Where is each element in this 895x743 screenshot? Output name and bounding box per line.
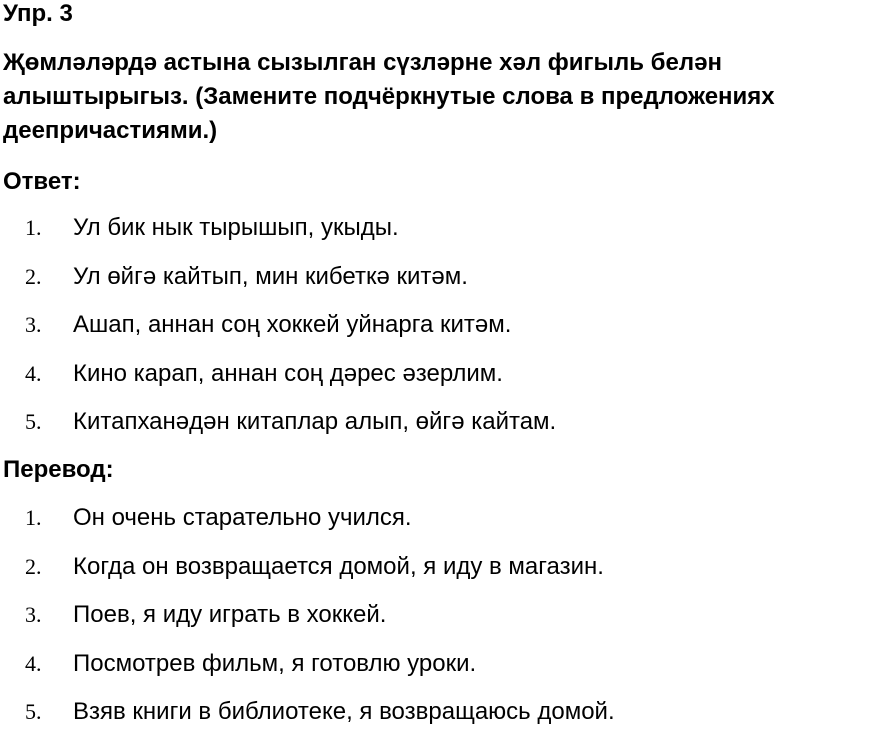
answer-list xyxy=(0,210,880,453)
item-number: 5. xyxy=(25,409,42,434)
item-number: 3. xyxy=(25,312,42,337)
item-number: 1. xyxy=(25,505,42,530)
item-number: 1. xyxy=(25,215,42,240)
list-item xyxy=(0,500,880,549)
item-text: Взяв книги в библиотеке, я возвращаюсь домой. xyxy=(73,698,615,725)
item-text: Кино карап, аннан соң дәрес әзерлим. xyxy=(73,359,503,387)
item-text: Посмотрев фильм, я готовлю уроки. xyxy=(73,649,477,677)
translation-heading: Перевод: xyxy=(3,456,114,483)
list-item xyxy=(0,694,880,743)
item-text: Ул бик нык тырышып, укыды. xyxy=(73,214,399,241)
item-text: Китапханәдән китаплар алып, өйгә кайтам. xyxy=(73,408,557,435)
list-item xyxy=(0,259,880,308)
answer-heading: Ответ: xyxy=(3,168,81,195)
list-item xyxy=(0,646,880,695)
item-text: Поев, я иду играть в хоккей. xyxy=(73,601,387,628)
list-item xyxy=(0,597,880,646)
list-item xyxy=(0,307,880,356)
item-text: Ашап, аннан соң хоккей уйнарга китәм. xyxy=(73,311,512,338)
task-line: деепричастиями.) xyxy=(3,117,218,144)
item-number: 4. xyxy=(25,360,42,386)
item-number: 5. xyxy=(25,699,42,724)
exercise-title: Упр. 3 xyxy=(3,0,73,27)
item-number: 4. xyxy=(25,650,42,676)
item-text: Ул өйгә кайтып, мин кибеткә китәм. xyxy=(73,262,468,290)
item-number: 2. xyxy=(25,553,42,579)
item-text: Он очень старательно учился. xyxy=(73,504,412,531)
task-instruction xyxy=(3,46,895,148)
item-number: 2. xyxy=(25,263,42,289)
item-text: Когда он возвращается домой, я иду в магазин. xyxy=(73,552,604,580)
translation-list xyxy=(0,500,880,743)
item-number: 3. xyxy=(25,602,42,627)
list-item xyxy=(0,356,880,405)
task-line: алыштырыгыз. (Замените подчёркнутые слова в предложениях xyxy=(3,83,775,110)
list-item xyxy=(0,549,880,598)
task-line: Җөмләләрдә астына сызылган сүзләрне хәл фигыль белән xyxy=(3,49,722,76)
list-item xyxy=(0,210,880,259)
list-item xyxy=(0,404,880,453)
